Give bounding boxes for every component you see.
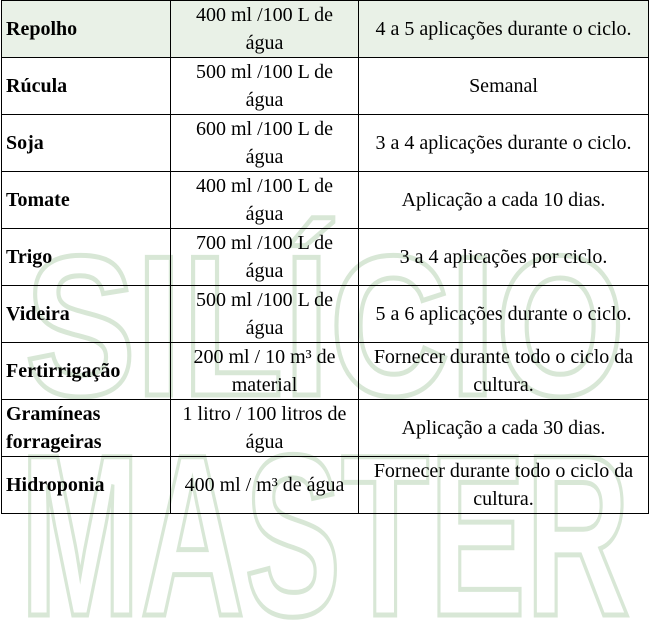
- dose-cell: 400 ml /100 L de água: [171, 1, 359, 58]
- crop-cell: Trigo: [2, 229, 171, 286]
- crop-cell: Videira: [2, 286, 171, 343]
- frequency-cell: 3 a 4 aplicações por ciclo.: [359, 229, 649, 286]
- frequency-cell: 5 a 6 aplicações durante o ciclo.: [359, 286, 649, 343]
- table-row: [2, 172, 649, 229]
- table-row: [2, 457, 649, 514]
- table-row: [2, 343, 649, 400]
- table-row: [2, 286, 649, 343]
- dose-cell: 500 ml /100 L de água: [171, 58, 359, 115]
- crop-cell: Soja: [2, 115, 171, 172]
- crop-cell: Hidroponia: [2, 457, 171, 514]
- frequency-cell: Aplicação a cada 30 dias.: [359, 400, 649, 457]
- crop-cell: Rúcula: [2, 58, 171, 115]
- table-row: [2, 1, 649, 58]
- crop-cell: Repolho: [2, 1, 171, 58]
- frequency-cell: Semanal: [359, 58, 649, 115]
- crop-cell: Tomate: [2, 172, 171, 229]
- table-row: [2, 400, 649, 457]
- dose-cell: 400 ml /100 L de água: [171, 172, 359, 229]
- table-row: [2, 115, 649, 172]
- dose-cell: 1 litro / 100 litros de água: [171, 400, 359, 457]
- dosage-table-body: [2, 1, 649, 514]
- frequency-cell: Aplicação a cada 10 dias.: [359, 172, 649, 229]
- dose-cell: 200 ml / 10 m³ de material: [171, 343, 359, 400]
- table-row: [2, 229, 649, 286]
- frequency-cell: 3 a 4 aplicações durante o ciclo.: [359, 115, 649, 172]
- dose-cell: 400 ml / m³ de água: [171, 457, 359, 514]
- table-row: [2, 58, 649, 115]
- frequency-cell: Fornecer durante todo o ciclo da cultura.: [359, 343, 649, 400]
- dose-cell: 500 ml /100 L de água: [171, 286, 359, 343]
- crop-cell: Fertirrigação: [2, 343, 171, 400]
- dosage-table: [1, 0, 649, 514]
- crop-cell: Gramíneas forrageiras: [2, 400, 171, 457]
- frequency-cell: Fornecer durante todo o ciclo da cultura.: [359, 457, 649, 514]
- dose-cell: 700 ml /100 L de água: [171, 229, 359, 286]
- frequency-cell: 4 a 5 aplicações durante o ciclo.: [359, 1, 649, 58]
- watermark-line-2: MASTER: [20, 407, 630, 628]
- watermark-line-1: SILÍCIO: [25, 215, 625, 438]
- dose-cell: 600 ml /100 L de água: [171, 115, 359, 172]
